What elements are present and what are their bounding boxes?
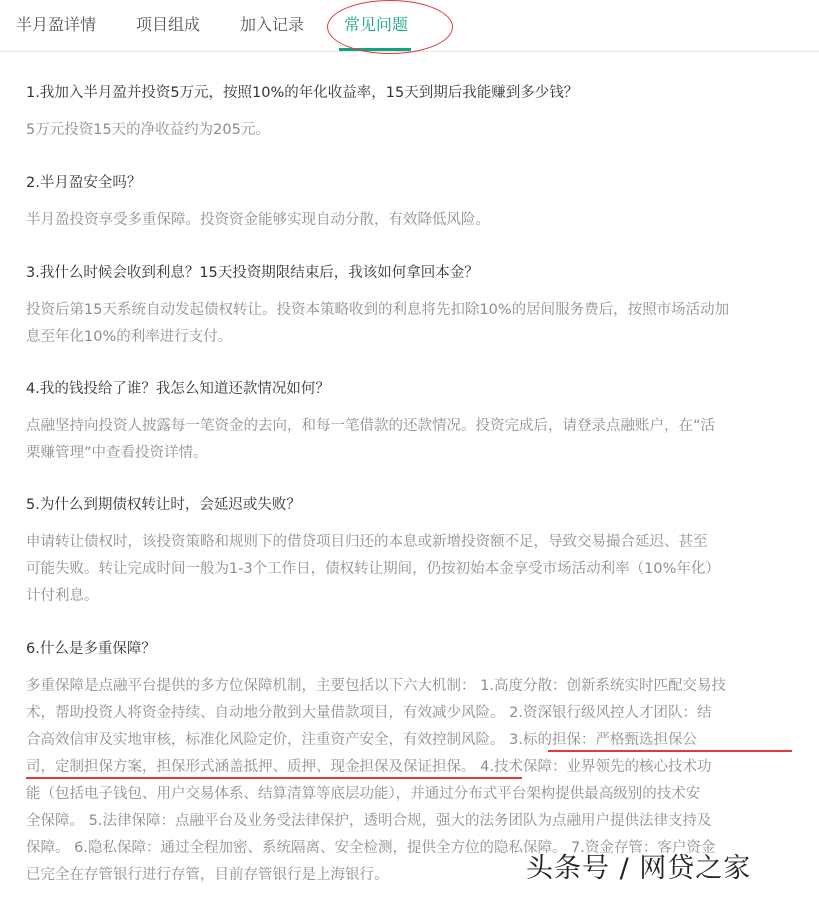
tab-bar [0, 0, 819, 52]
faq-item [26, 262, 796, 351]
faq-answer-line: 申请转让债权时，该投资策略和规则下的借贷项目归还的本息或新增投资额不足，导致交易撮合延迟、甚至 [26, 534, 708, 550]
faq-answer-line: 全保障。 5.法律保障：点融平台及业务受法律保护，透明合规，强大的法务团队为点融用户提供法律支持及 [26, 813, 712, 829]
tab-join-records[interactable]: 加入记录 [240, 15, 305, 34]
faq-answer-line: 多重保障是点融平台提供的多方位保障机制，主要包括以下六大机制： 1.高度分散：创新系统实时匹配交易技 [26, 678, 726, 694]
faq-answer-line: 点融坚持向投资人披露每一笔资金的去向，和每一笔借款的还款情况。投资完成后，请登录点融账户，在“活 [26, 418, 716, 434]
tab-faq[interactable]: 常见问题 [344, 15, 409, 34]
faq-item [26, 378, 796, 467]
faq-question: 6.什么是多重保障？ [26, 641, 156, 657]
faq-answer-line: 息至年化10%的利率进行支付。 [26, 329, 233, 345]
faq-answer [26, 207, 796, 234]
faq-answer-line: 可能失败。转让完成时间一般为1-3个工作日，债权转让期间，仍按初始本金享受市场活动利率（10%年化） [26, 561, 720, 577]
faq-answer-line: 已完全在存管银行进行存管，目前存管银行是上海银行。 [26, 867, 389, 883]
faq-item [26, 494, 796, 610]
faq-answer-line: 合高效信审及实地审核，标准化风险定价，注重资产安全，有效控制风险。 3.标的担保：严格甄选担保公 [26, 732, 697, 748]
faq-question: 3.我什么时候会收到利息？15天投资期限结束后，我该如何拿回本金？ [26, 265, 479, 281]
faq-answer [26, 297, 796, 351]
faq-answer-line: 半月盈投资享受多重保障。投资资金能够实现自动分散，有效降低风险。 [26, 212, 490, 228]
faq-answer-line: 5万元投资15天的净收益约为205元。 [26, 122, 270, 138]
tab-product-detail[interactable]: 半月盈详情 [16, 15, 97, 34]
faq-question: 1.我加入半月盈并投资5万元，按照10%的年化收益率，15天到期后我能赚到多少钱？ [26, 85, 579, 101]
tab-project-composition[interactable]: 项目组成 [136, 15, 201, 34]
faq-question: 5.为什么到期债权转让时，会延迟或失败？ [26, 497, 301, 513]
faq-question: 4.我的钱投给了谁？我怎么知道还款情况如何？ [26, 381, 330, 397]
faq-item [26, 172, 796, 234]
faq-answer-line: 投资后第15天系统自动发起债权转让。投资本策略收到的利息将先扣除10%的居间服务费后，按照市场活动加 [26, 302, 730, 318]
active-tab-indicator [339, 48, 411, 51]
faq-answer-line: 术，帮助投资人将资金持续、自动地分散到大量借款项目，有效减少风险。 2.资深银行级风控人才团队：结 [26, 705, 712, 721]
faq-item [26, 82, 796, 144]
faq-answer [26, 117, 796, 144]
faq-question: 2.半月盈安全吗？ [26, 175, 142, 191]
faq-answer [26, 413, 796, 467]
watermark-text: 头条号 / 网贷之家 [526, 853, 752, 884]
faq-answer [26, 529, 796, 610]
faq-answer-line: 司，定制担保方案，担保形式涵盖抵押、质押、现金担保及保证担保。 4.技术保障：业界领先的核心技术功 [26, 759, 712, 775]
faq-answer-line: 栗赚管理”中查看投资详情。 [26, 445, 208, 461]
faq-answer-line: 计付利息。 [26, 588, 99, 604]
faq-answer-line: 能（包括电子钱包、用户交易体系、结算清算等底层功能），并通过分布式平台架构提供最高级别的技术安 [26, 786, 701, 802]
faq-answer-line: 保障。 6.隐私保障：通过全程加密、系统隔离、安全检测，提供全方位的隐私保障。 7.资金存管：客户资金 [26, 840, 716, 856]
